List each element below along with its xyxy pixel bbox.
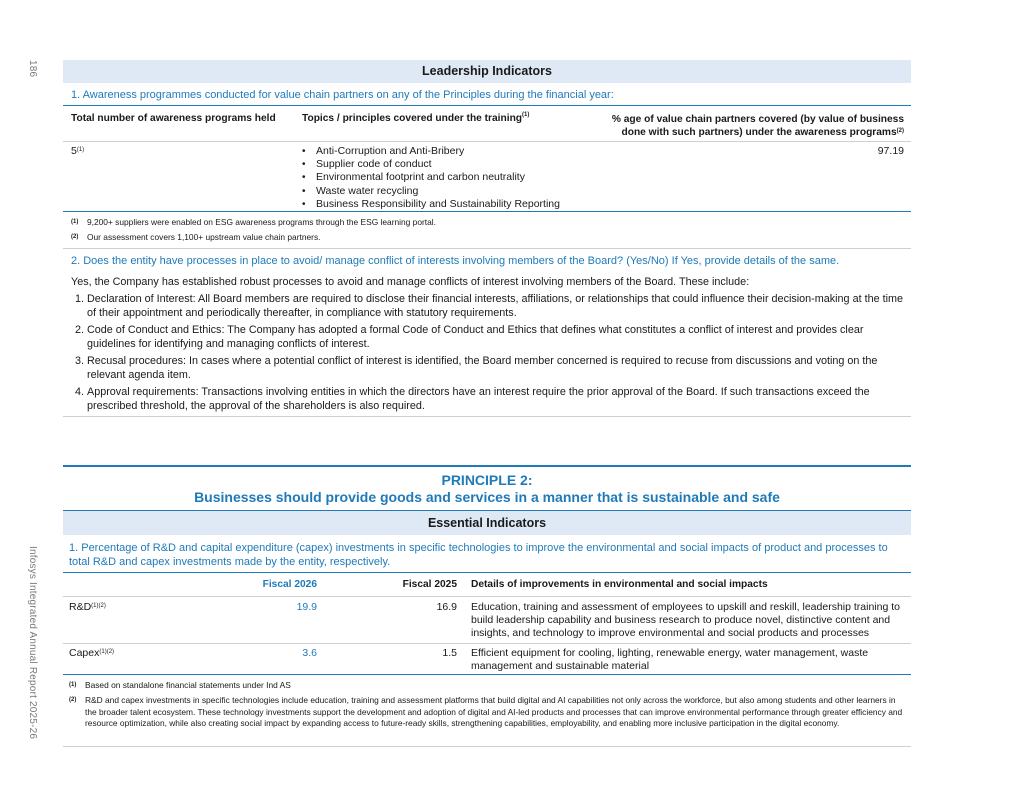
list-item: • Waste water recycling (316, 185, 560, 198)
table-row-label: Capex$^{(1)(2)}$ (69, 647, 115, 659)
col-header-fy26: Fiscal 2026 (262, 579, 317, 590)
awareness-count: 5$^{(1)}$ (71, 145, 85, 157)
col-header-percent: % age of value chain partners covered (by value of business done with such partners) under the awareness programs$^{(2)}$ (611, 114, 904, 138)
essential-question-1: 1. Percentage of R&D and capital expenditure (capex) investments in specific technologies to improve the environmental and social impacts of product and processes to total R&D and capex investments made by the entity, respectively. (69, 542, 888, 568)
footnote: (1) Based on standalone financial statements under Ind AS (69, 680, 291, 690)
col-header-total: Total number of awareness programs held (71, 113, 276, 124)
list-item: • Environmental footprint and carbon neutrality (316, 171, 560, 184)
col-header-fy25: Fiscal 2025 (402, 579, 457, 590)
table-cell-details: Efficient equipment for cooling, lighting, renewable energy, water management, waste management and sustainable material (471, 647, 869, 673)
report-side-label: Infosys Integrated Annual Report 2025-26 (27, 546, 38, 740)
conflict-answer (71, 275, 911, 416)
footnote: (2) R&D and capex investments in specific technologies include education, training and assessment platforms that build digital and AI capabilities not only across the workforce, but also among students and other learners in the broader talent ecosystem. These technology investments support the development and adoption of digital and AI-led products and processes that can improve environmental performance through greater efficiency and resource optimization, while also creating social impact by expanding access to future-ready skills, strengthening capabilities, employability, and enabling more inclusive participation in the digital economy. (69, 695, 903, 728)
divider (63, 643, 911, 644)
divider (63, 248, 911, 249)
divider (63, 465, 911, 467)
list-item: • Business Responsibility and Sustainability Reporting (316, 198, 560, 211)
list-item: 1. Declaration of Interest: All Board members are required to disclose their financial interests, affiliations, or relationships that could influence their decision-making at the time of their appointment and periodically thereafter, in compliance with statutory requirements. (87, 292, 911, 320)
essential-heading: Essential Indicators (63, 511, 911, 535)
divider (63, 572, 911, 573)
topics-list (302, 145, 560, 211)
table-cell-fy26: 19.9 (296, 601, 317, 613)
list-item: 4. Approval requirements: Transactions involving entities in which the directors have an interest require the prior approval of the Board. If such transactions exceed the prescribed threshold, the approval of the shareholders is also required. (87, 385, 911, 413)
col-header-topics: Topics / principles covered under the training$^{(1)}$ (302, 112, 530, 124)
list-item: • Supplier code of conduct (316, 158, 560, 171)
divider (63, 674, 911, 675)
answer-intro: Yes, the Company has established robust processes to avoid and manage conflicts of interest involving members of the Board. These include: (71, 276, 750, 288)
leadership-heading: Leadership Indicators (63, 60, 911, 83)
page-number: 186 (27, 60, 38, 78)
divider (63, 416, 911, 417)
divider (63, 746, 911, 747)
table-row-label: $R\&D^{(1)(2)}$ (69, 601, 106, 613)
table-cell-details: Education, training and assessment of employees to upskill and reskill, leadership training to build leadership capability and business research to produce novel, distinctive content and insights, and technology to improve environmental and social products and processes (471, 601, 900, 640)
footnote: (2) Our assessment covers 1,100+ upstream value chain partners. (71, 232, 321, 242)
divider (63, 105, 911, 106)
leadership-question-2: 2. Does the entity have processes in place to avoid/ manage conflict of interests involving members of the Board? (Yes/No) If Yes, provide details of the same. (71, 255, 840, 267)
table-cell-fy25: 16.9 (436, 601, 457, 613)
list-item: 3. Recusal procedures: In cases where a potential conflict of interest is identified, the Board member concerned is required to recuse from discussions and voting on the relevant agenda item. (87, 354, 911, 382)
leadership-question-1: 1. Awareness programmes conducted for value chain partners on any of the Principles during the financial year: (71, 89, 614, 101)
footnote: (1) 9,200+ suppliers were enabled on ESG awareness programs through the ESG learning portal. (71, 217, 436, 227)
list-item: • Anti-Corruption and Anti-Bribery (316, 145, 560, 158)
col-header-details: Details of improvements in environmental and social impacts (471, 579, 768, 590)
divider (63, 141, 911, 142)
divider (63, 596, 911, 597)
principle-title: PRINCIPLE 2: (441, 472, 533, 488)
list-item: 2. Code of Conduct and Ethics: The Company has adopted a formal Code of Conduct and Ethics that defines what constitutes a conflict of interest and provides clear guidelines for identifying and managing conflicts of interest. (87, 323, 911, 351)
table-cell-fy25: 1.5 (442, 647, 457, 659)
principle-subtitle: Businesses should provide goods and services in a manner that is sustainable and safe (194, 489, 780, 505)
divider (63, 211, 911, 212)
percent-covered: 97.19 (877, 145, 904, 157)
table-cell-fy26: 3.6 (302, 647, 317, 659)
